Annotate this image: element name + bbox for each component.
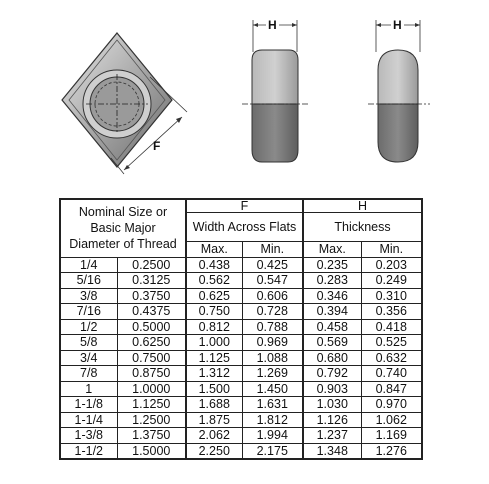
basic-major-diameter-cell: 1.3750 [117,428,186,444]
thickness-min-cell: 0.847 [361,381,422,397]
nominal-size-cell: 1/2 [60,319,117,335]
side-view-flat [242,17,310,162]
thickness-min-cell: 0.203 [361,257,422,273]
nominal-size-cell: 1-3/8 [60,428,117,444]
flats-max-cell: 0.812 [186,319,242,335]
flats-min-cell: 1.269 [242,366,303,382]
width-across-flats-header: Width Across Flats [186,213,303,242]
thickness-max-cell: 1.030 [303,397,361,413]
thickness-max-cell: 0.903 [303,381,361,397]
flats-min-cell: 0.547 [242,273,303,289]
flats-max-cell: 1.875 [186,412,242,428]
table-row [60,350,422,366]
thickness-max-cell: 1.126 [303,412,361,428]
flats-max-cell: 1.500 [186,381,242,397]
thickness-min-cell: 0.525 [361,335,422,351]
side-view-corner [368,17,430,162]
thickness-min-cell: 1.062 [361,412,422,428]
thickness-max-cell: 0.283 [303,273,361,289]
thickness-max-cell: 0.458 [303,319,361,335]
flats-max-cell: 2.062 [186,428,242,444]
basic-major-diameter-cell: 1.0000 [117,381,186,397]
flats-max-cell: 0.562 [186,273,242,289]
f-group-header: F [186,199,303,213]
h-group-header: H [303,199,422,213]
flats-min-cell: 0.425 [242,257,303,273]
nominal-size-cell: 5/8 [60,335,117,351]
nominal-size-cell: 1-1/8 [60,397,117,413]
flats-min-cell: 1.812 [242,412,303,428]
table-row [60,304,422,320]
nominal-size-cell: 7/16 [60,304,117,320]
table-body [60,257,422,459]
flats-min-cell: 1.994 [242,428,303,444]
basic-major-diameter-cell: 1.2500 [117,412,186,428]
flats-min-cell: 1.088 [242,350,303,366]
nominal-header-line-2: Basic Major [90,221,156,236]
flats-min-cell: 0.728 [242,304,303,320]
basic-major-diameter-cell: 0.5000 [117,319,186,335]
nominal-size-cell: 1-1/4 [60,412,117,428]
nominal-size-cell: 5/16 [60,273,117,289]
f-min-header: Min. [242,242,303,258]
flats-max-cell: 1.000 [186,335,242,351]
table-row [60,428,422,444]
h-max-header: Max. [303,242,361,258]
nominal-size-header [60,199,186,257]
flats-max-cell: 0.625 [186,288,242,304]
nominal-size-cell: 1/4 [60,257,117,273]
basic-major-diameter-cell: 0.6250 [117,335,186,351]
dimension-h-label-side: H [268,18,277,32]
thickness-min-cell: 0.249 [361,273,422,289]
table-row [60,257,422,273]
flats-min-cell: 0.606 [242,288,303,304]
basic-major-diameter-cell: 0.7500 [117,350,186,366]
thickness-max-cell: 0.569 [303,335,361,351]
flats-max-cell: 1.688 [186,397,242,413]
thickness-min-cell: 0.418 [361,319,422,335]
thickness-min-cell: 0.740 [361,366,422,382]
thickness-min-cell: 0.970 [361,397,422,413]
table-row [60,366,422,382]
thickness-min-cell: 0.632 [361,350,422,366]
flats-min-cell: 0.788 [242,319,303,335]
basic-major-diameter-cell: 1.5000 [117,443,186,459]
basic-major-diameter-cell: 0.4375 [117,304,186,320]
thickness-max-cell: 0.346 [303,288,361,304]
flats-max-cell: 0.750 [186,304,242,320]
square-nut-dimensions-table [59,198,423,460]
thickness-min-cell: 0.356 [361,304,422,320]
thickness-max-cell: 0.792 [303,366,361,382]
nominal-size-cell: 3/8 [60,288,117,304]
table-row [60,397,422,413]
nominal-header-line-1: Nominal Size or [78,205,168,220]
thickness-max-cell: 0.394 [303,304,361,320]
flats-min-cell: 1.450 [242,381,303,397]
table-row [60,288,422,304]
thickness-header: Thickness [303,213,422,242]
thickness-min-cell: 1.169 [361,428,422,444]
f-max-header: Max. [186,242,242,258]
basic-major-diameter-cell: 0.3750 [117,288,186,304]
basic-major-diameter-cell: 0.3125 [117,273,186,289]
basic-major-diameter-cell: 1.1250 [117,397,186,413]
nominal-header-line-3: Diameter of Thread [69,237,177,252]
table-row [60,319,422,335]
table-row [60,273,422,289]
thickness-max-cell: 0.235 [303,257,361,273]
table-row [60,443,422,459]
thickness-max-cell: 1.348 [303,443,361,459]
flats-min-cell: 2.175 [242,443,303,459]
flats-min-cell: 1.631 [242,397,303,413]
thickness-min-cell: 0.310 [361,288,422,304]
dimension-h-label-end: H [393,18,402,32]
thickness-max-cell: 0.680 [303,350,361,366]
top-view [62,33,187,174]
table-row [60,412,422,428]
h-min-header: Min. [361,242,422,258]
nominal-size-cell: 7/8 [60,366,117,382]
table-row [60,381,422,397]
flats-max-cell: 1.312 [186,366,242,382]
dimension-f-label: F [153,139,161,153]
square-nut-diagram [0,0,489,196]
flats-max-cell: 1.125 [186,350,242,366]
flats-max-cell: 0.438 [186,257,242,273]
nominal-size-cell: 1-1/2 [60,443,117,459]
thickness-max-cell: 1.237 [303,428,361,444]
thickness-min-cell: 1.276 [361,443,422,459]
nominal-size-cell: 1 [60,381,117,397]
table-row [60,335,422,351]
flats-min-cell: 0.969 [242,335,303,351]
basic-major-diameter-cell: 0.2500 [117,257,186,273]
flats-max-cell: 2.250 [186,443,242,459]
basic-major-diameter-cell: 0.8750 [117,366,186,382]
nominal-size-cell: 3/4 [60,350,117,366]
